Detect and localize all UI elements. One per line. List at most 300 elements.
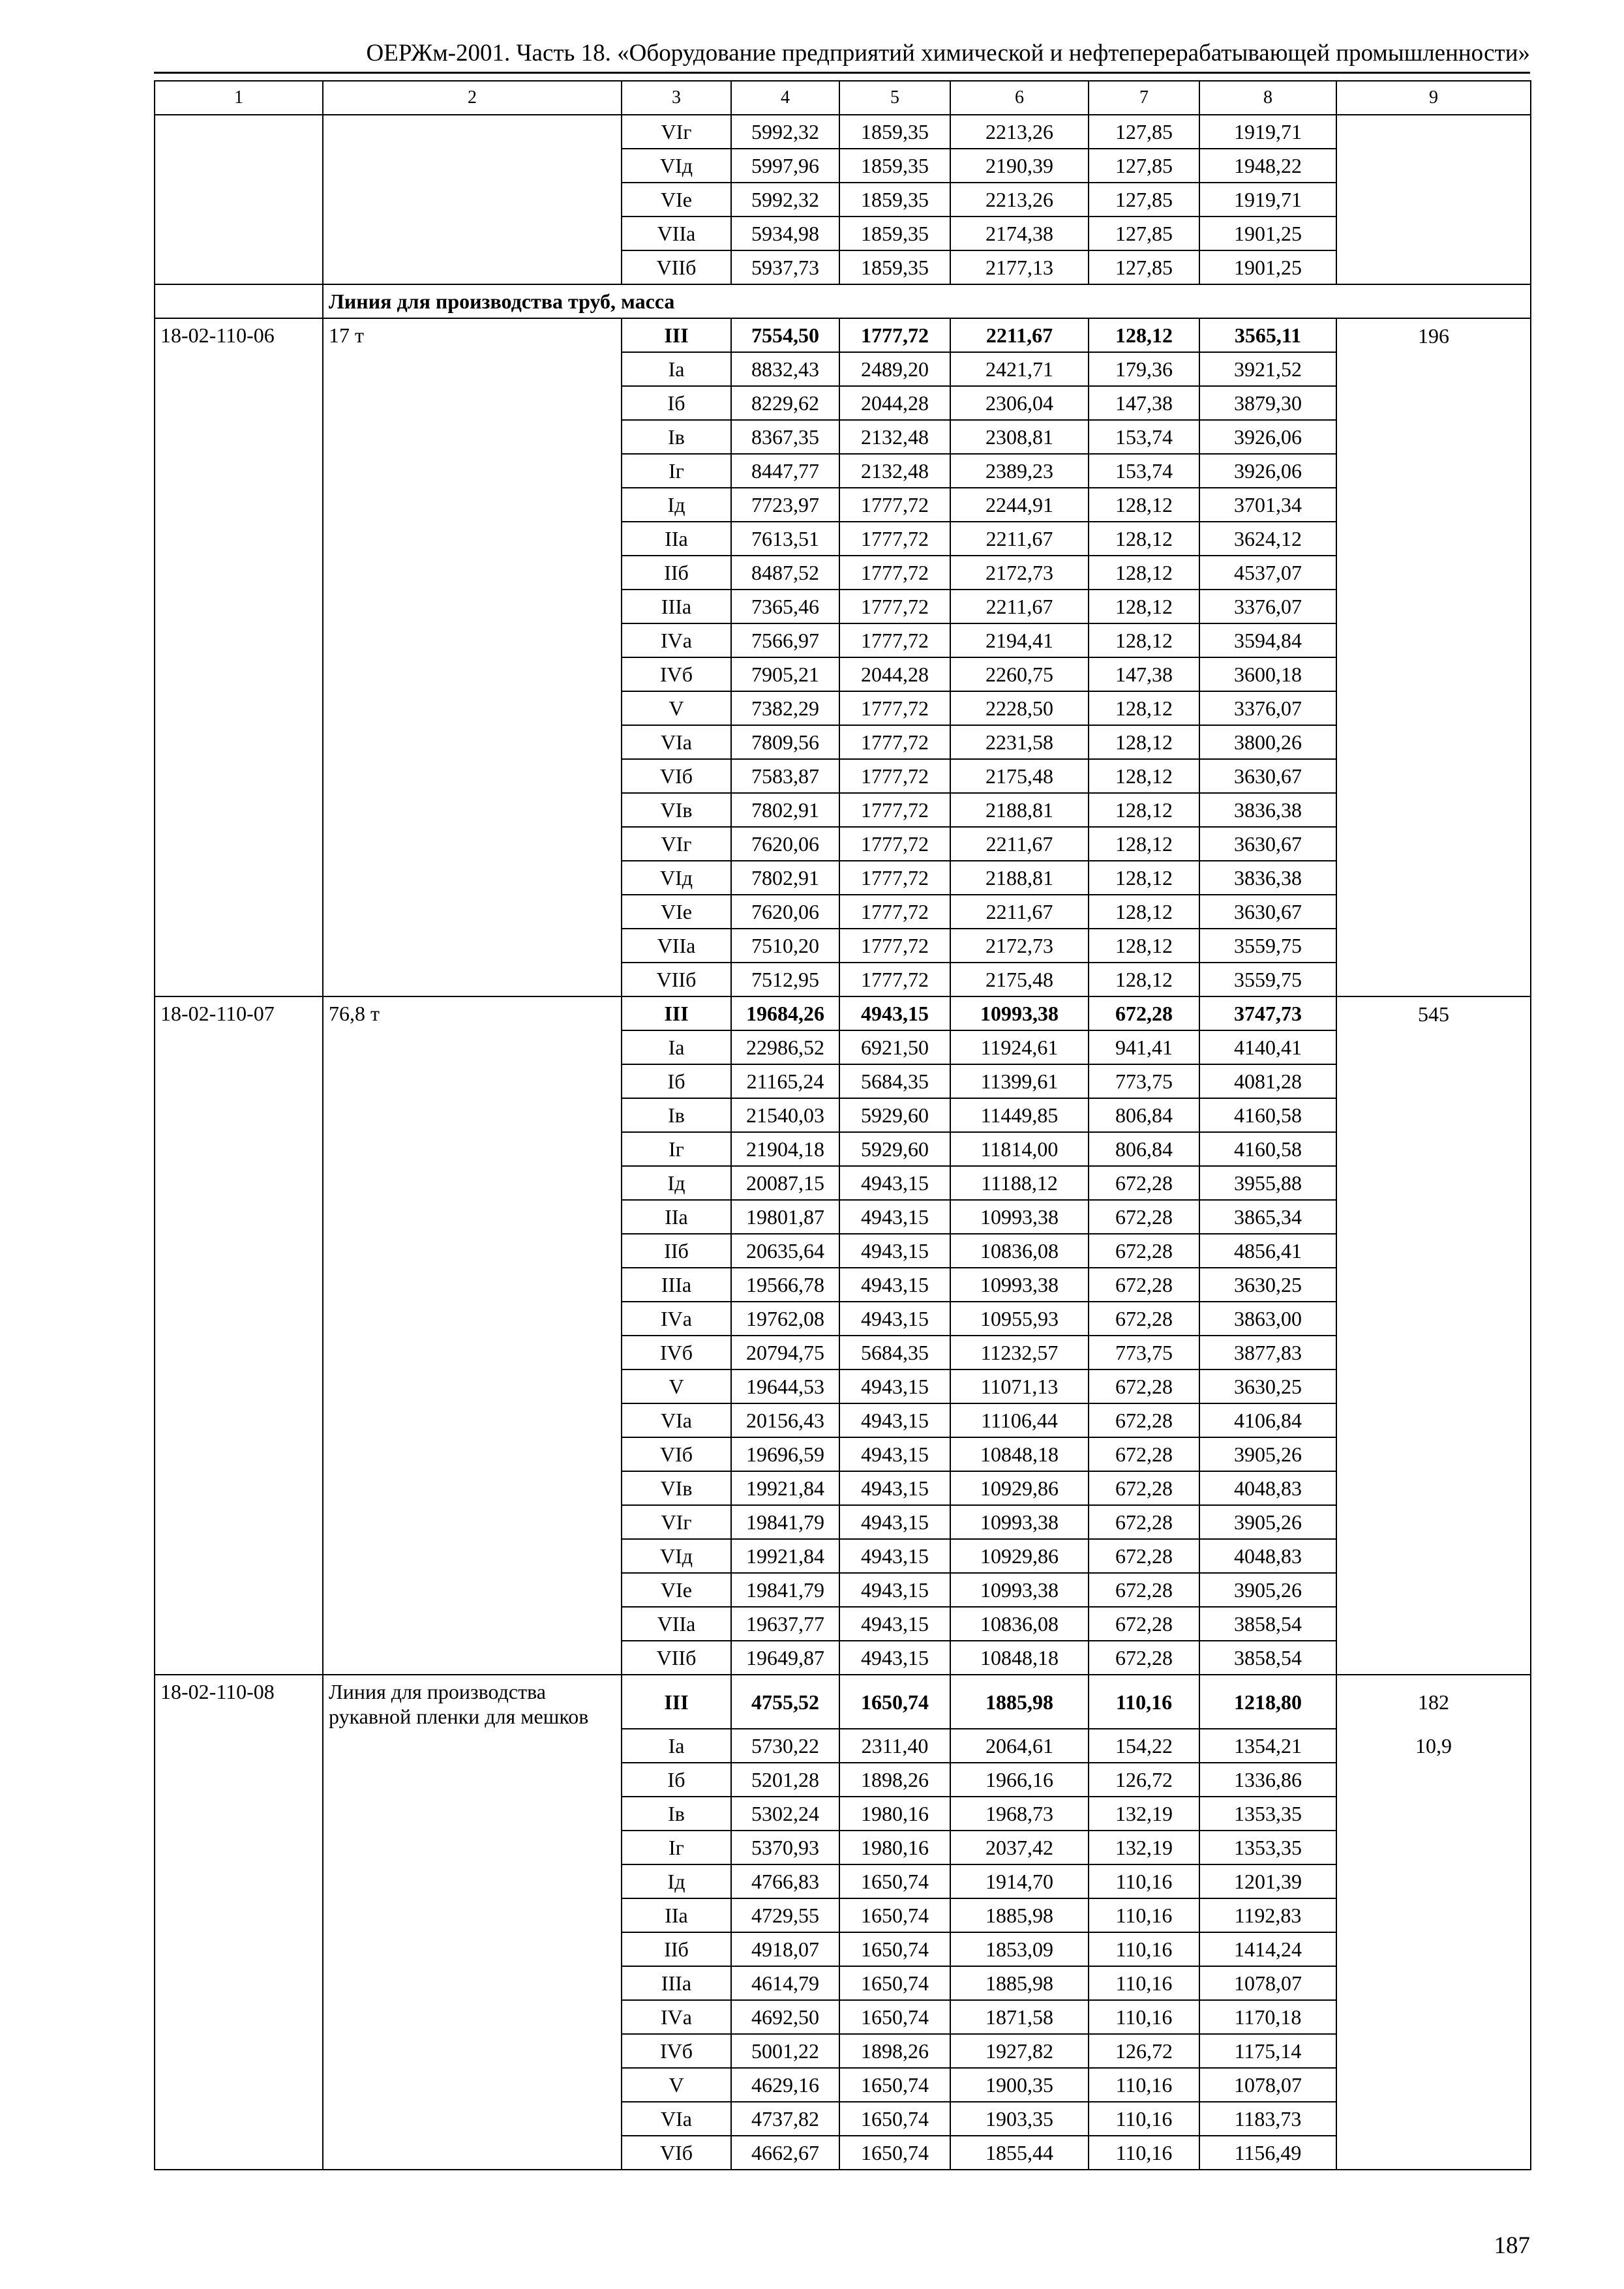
machinist-wages-cell: 941,41 <box>1089 1030 1199 1064</box>
zone-cell: III <box>622 996 731 1030</box>
machinist-wages-cell: 147,38 <box>1089 657 1199 691</box>
machine-cost-cell: 10848,18 <box>950 1437 1089 1471</box>
zone-cell: VIб <box>622 2136 731 2170</box>
zone-cell: IVб <box>622 1336 731 1369</box>
zone-cell: VIа <box>622 2102 731 2136</box>
table-row <box>155 623 1531 657</box>
total-cost-cell: 19566,78 <box>731 1268 839 1302</box>
machinist-wages-cell: 672,28 <box>1089 1437 1199 1471</box>
machinist-wages-cell: 672,28 <box>1089 996 1199 1030</box>
total-cost-cell: 4766,83 <box>731 1864 839 1898</box>
table-row <box>155 2034 1531 2068</box>
total-cost-cell: 21904,18 <box>731 1132 839 1166</box>
machine-cost-cell: 2175,48 <box>950 963 1089 996</box>
machinist-wages-cell: 672,28 <box>1089 1302 1199 1336</box>
zone-cell: VIг <box>622 1505 731 1539</box>
price-code-cell <box>155 1471 323 1505</box>
zone-cell: VIг <box>622 827 731 861</box>
total-cost-cell: 7613,51 <box>731 522 839 556</box>
machinist-wages-cell: 128,12 <box>1089 963 1199 996</box>
zone-cell: Iб <box>622 1064 731 1098</box>
zone-cell: VIе <box>622 1573 731 1607</box>
materials-cell: 3701,34 <box>1199 488 1336 522</box>
table-row <box>155 1539 1531 1573</box>
total-cost-cell: 7802,91 <box>731 861 839 895</box>
zone-cell: IVа <box>622 2000 731 2034</box>
total-cost-cell: 8447,77 <box>731 454 839 488</box>
zone-cell: V <box>622 691 731 725</box>
equipment-name-cell <box>323 1797 622 1831</box>
labor-cost-cell <box>1336 1403 1531 1437</box>
machinist-wages-cell: 110,16 <box>1089 2068 1199 2102</box>
labor-cost-cell <box>1336 1268 1531 1302</box>
price-code-cell <box>155 1573 323 1607</box>
machine-cost-cell: 2389,23 <box>950 454 1089 488</box>
wages-cell: 1898,26 <box>839 1763 950 1797</box>
price-code-cell <box>155 963 323 996</box>
materials-cell: 1175,14 <box>1199 2034 1336 2068</box>
equipment-name-cell <box>323 1403 622 1437</box>
price-code-cell <box>155 590 323 623</box>
total-cost-cell: 7620,06 <box>731 895 839 929</box>
wages-cell: 1859,35 <box>839 115 950 149</box>
zone-cell: IIа <box>622 1898 731 1932</box>
wages-cell: 5684,35 <box>839 1336 950 1369</box>
machine-cost-cell: 2213,26 <box>950 183 1089 217</box>
equipment-name-cell <box>323 1369 622 1403</box>
table-row <box>155 522 1531 556</box>
wages-cell: 2489,20 <box>839 352 950 386</box>
labor-cost-cell <box>1336 115 1531 149</box>
materials-cell: 3836,38 <box>1199 861 1336 895</box>
materials-cell: 3630,67 <box>1199 827 1336 861</box>
zone-cell: Iа <box>622 1030 731 1064</box>
equipment-name-cell <box>323 454 622 488</box>
equipment-name-cell <box>323 963 622 996</box>
wages-cell: 1777,72 <box>839 691 950 725</box>
zone-cell: Iд <box>622 488 731 522</box>
wages-cell: 1650,74 <box>839 1898 950 1932</box>
machine-cost-cell: 10993,38 <box>950 1200 1089 1234</box>
table-row <box>155 590 1531 623</box>
price-code-cell <box>155 1098 323 1132</box>
wages-cell: 4943,15 <box>839 1234 950 1268</box>
table-row <box>155 250 1531 284</box>
equipment-name-cell <box>323 1831 622 1864</box>
zone-cell: IIа <box>622 1200 731 1234</box>
labor-cost-cell <box>1336 2034 1531 2068</box>
price-code-cell <box>155 1064 323 1098</box>
equipment-name-cell <box>323 217 622 250</box>
labor-cost-cell <box>1336 1607 1531 1641</box>
total-cost-cell: 21540,03 <box>731 1098 839 1132</box>
total-cost-cell: 5302,24 <box>731 1797 839 1831</box>
price-code-cell <box>155 827 323 861</box>
table-row <box>155 1573 1531 1607</box>
labor-cost-cell <box>1336 556 1531 590</box>
materials-cell: 1353,35 <box>1199 1831 1336 1864</box>
total-cost-cell: 19921,84 <box>731 1471 839 1505</box>
wages-cell: 4943,15 <box>839 1573 950 1607</box>
total-cost-cell: 20087,15 <box>731 1166 839 1200</box>
machinist-wages-cell: 672,28 <box>1089 1505 1199 1539</box>
price-code-cell <box>155 1797 323 1831</box>
total-cost-cell: 8487,52 <box>731 556 839 590</box>
table-row <box>155 556 1531 590</box>
materials-cell: 3955,88 <box>1199 1166 1336 1200</box>
labor-cost-cell <box>1336 1234 1531 1268</box>
labor-cost-cell <box>1336 1336 1531 1369</box>
labor-cost-cell <box>1336 2136 1531 2170</box>
machinist-wages-cell: 773,75 <box>1089 1336 1199 1369</box>
wages-cell: 1777,72 <box>839 725 950 759</box>
table-row <box>155 488 1531 522</box>
labor-cost-cell <box>1336 386 1531 420</box>
machinist-wages-cell: 128,12 <box>1089 623 1199 657</box>
table-row <box>155 1966 1531 2000</box>
materials-cell: 1336,86 <box>1199 1763 1336 1797</box>
table-row <box>155 1234 1531 1268</box>
total-cost-cell: 4737,82 <box>731 2102 839 2136</box>
price-code-cell <box>155 1132 323 1166</box>
machinist-wages-cell: 672,28 <box>1089 1268 1199 1302</box>
zone-cell: Iа <box>622 352 731 386</box>
zone-cell: Iг <box>622 1831 731 1864</box>
equipment-name-cell <box>323 1132 622 1166</box>
materials-cell: 1919,71 <box>1199 115 1336 149</box>
materials-cell: 1218,80 <box>1199 1675 1336 1729</box>
wages-cell: 1650,74 <box>839 2102 950 2136</box>
machine-cost-cell: 2194,41 <box>950 623 1089 657</box>
price-code-cell <box>155 522 323 556</box>
wages-cell: 1777,72 <box>839 895 950 929</box>
machine-cost-cell: 11814,00 <box>950 1132 1089 1166</box>
machinist-wages-cell: 672,28 <box>1089 1641 1199 1675</box>
materials-cell: 4160,58 <box>1199 1132 1336 1166</box>
equipment-name-cell <box>323 1966 622 2000</box>
total-cost-cell: 4614,79 <box>731 1966 839 2000</box>
wages-cell: 1777,72 <box>839 318 950 352</box>
labor-cost-cell <box>1336 1098 1531 1132</box>
machinist-wages-cell: 128,12 <box>1089 861 1199 895</box>
machinist-wages-cell: 672,28 <box>1089 1200 1199 1234</box>
wages-cell: 2044,28 <box>839 657 950 691</box>
total-cost-cell: 7365,46 <box>731 590 839 623</box>
price-code-cell <box>155 250 323 284</box>
labor-cost-cell: 10,9 <box>1336 1729 1531 1763</box>
table-row <box>155 1797 1531 1831</box>
machine-cost-cell: 11071,13 <box>950 1369 1089 1403</box>
machine-cost-cell: 1903,35 <box>950 2102 1089 2136</box>
price-code-cell <box>155 895 323 929</box>
total-cost-cell: 4662,67 <box>731 2136 839 2170</box>
equipment-name-cell <box>323 861 622 895</box>
table-row <box>155 1200 1531 1234</box>
materials-cell: 4160,58 <box>1199 1098 1336 1132</box>
total-cost-cell: 7382,29 <box>731 691 839 725</box>
wages-cell: 5929,60 <box>839 1098 950 1132</box>
equipment-name-cell <box>323 1234 622 1268</box>
machinist-wages-cell: 110,16 <box>1089 1932 1199 1966</box>
total-cost-cell: 19841,79 <box>731 1505 839 1539</box>
equipment-name-cell <box>323 1641 622 1675</box>
zone-cell: Iб <box>622 386 731 420</box>
labor-cost-cell <box>1336 827 1531 861</box>
materials-cell: 3376,07 <box>1199 590 1336 623</box>
table-row <box>155 1675 1531 1729</box>
materials-cell: 3559,75 <box>1199 929 1336 963</box>
labor-cost-cell <box>1336 1898 1531 1932</box>
wages-cell: 1650,74 <box>839 2136 950 2170</box>
zone-cell: Iв <box>622 1098 731 1132</box>
total-cost-cell: 21165,24 <box>731 1064 839 1098</box>
labor-cost-cell <box>1336 793 1531 827</box>
zone-cell: VIа <box>622 1403 731 1437</box>
price-code-cell <box>155 1607 323 1641</box>
wages-cell: 2311,40 <box>839 1729 950 1763</box>
price-code-cell <box>155 691 323 725</box>
table-row <box>155 115 1531 149</box>
wages-cell: 1980,16 <box>839 1831 950 1864</box>
zone-cell: VIIб <box>622 1641 731 1675</box>
labor-cost-cell <box>1336 590 1531 623</box>
machine-cost-cell: 10993,38 <box>950 1268 1089 1302</box>
price-code-cell <box>155 1831 323 1864</box>
price-code-cell <box>155 1898 323 1932</box>
equipment-name-cell <box>323 1729 622 1763</box>
table-row <box>155 1064 1531 1098</box>
equipment-name-cell <box>323 2068 622 2102</box>
price-code-cell <box>155 1030 323 1064</box>
table-row <box>155 1403 1531 1437</box>
materials-cell: 3559,75 <box>1199 963 1336 996</box>
total-cost-cell: 7583,87 <box>731 759 839 793</box>
wages-cell: 4943,15 <box>839 1200 950 1234</box>
price-code-cell <box>155 183 323 217</box>
labor-cost-cell <box>1336 2068 1531 2102</box>
materials-cell: 1354,21 <box>1199 1729 1336 1763</box>
machinist-wages-cell: 127,85 <box>1089 149 1199 183</box>
table-row <box>155 1831 1531 1864</box>
zone-cell: VIб <box>622 759 731 793</box>
materials-cell: 1078,07 <box>1199 1966 1336 2000</box>
materials-cell: 3594,84 <box>1199 623 1336 657</box>
labor-cost-cell <box>1336 1641 1531 1675</box>
price-code-cell <box>155 725 323 759</box>
machine-cost-cell: 1853,09 <box>950 1932 1089 1966</box>
materials-cell: 3905,26 <box>1199 1505 1336 1539</box>
column-number: 4 <box>731 81 839 115</box>
machinist-wages-cell: 128,12 <box>1089 691 1199 725</box>
total-cost-cell: 5370,93 <box>731 1831 839 1864</box>
wages-cell: 4943,15 <box>839 1437 950 1471</box>
column-number: 2 <box>323 81 622 115</box>
wages-cell: 1980,16 <box>839 1797 950 1831</box>
labor-cost-cell <box>1336 183 1531 217</box>
materials-cell: 1192,83 <box>1199 1898 1336 1932</box>
equipment-name-cell <box>323 623 622 657</box>
zone-cell: VIе <box>622 183 731 217</box>
table-row <box>155 2068 1531 2102</box>
column-number: 6 <box>950 81 1089 115</box>
labor-cost-cell <box>1336 1437 1531 1471</box>
machinist-wages-cell: 128,12 <box>1089 929 1199 963</box>
materials-cell: 3877,83 <box>1199 1336 1336 1369</box>
price-code-cell <box>155 2068 323 2102</box>
table-row <box>155 691 1531 725</box>
equipment-name-cell <box>323 827 622 861</box>
wages-cell: 6921,50 <box>839 1030 950 1064</box>
price-code-cell <box>155 1932 323 1966</box>
price-code-cell <box>155 623 323 657</box>
machine-cost-cell: 2308,81 <box>950 420 1089 454</box>
equipment-name-cell <box>323 2102 622 2136</box>
price-code-cell <box>155 149 323 183</box>
total-cost-cell: 4755,52 <box>731 1675 839 1729</box>
title-rule <box>154 72 1530 74</box>
machine-cost-cell: 1871,58 <box>950 2000 1089 2034</box>
equipment-name-cell <box>323 1302 622 1336</box>
total-cost-cell: 7620,06 <box>731 827 839 861</box>
table-row <box>155 1166 1531 1200</box>
machine-cost-cell: 11232,57 <box>950 1336 1089 1369</box>
labor-cost-cell: 182 <box>1336 1675 1531 1729</box>
materials-cell: 4140,41 <box>1199 1030 1336 1064</box>
wages-cell: 4943,15 <box>839 996 950 1030</box>
materials-cell: 3630,67 <box>1199 759 1336 793</box>
total-cost-cell: 7510,20 <box>731 929 839 963</box>
equipment-name-cell <box>323 1573 622 1607</box>
zone-cell: Iг <box>622 454 731 488</box>
machinist-wages-cell: 153,74 <box>1089 420 1199 454</box>
table-row <box>155 318 1531 352</box>
machine-cost-cell: 1968,73 <box>950 1797 1089 1831</box>
table-row <box>155 895 1531 929</box>
zone-cell: IVб <box>622 657 731 691</box>
table-row <box>155 420 1531 454</box>
labor-cost-cell <box>1336 217 1531 250</box>
total-cost-cell: 4692,50 <box>731 2000 839 2034</box>
wages-cell: 2132,48 <box>839 454 950 488</box>
wages-cell: 5684,35 <box>839 1064 950 1098</box>
machine-cost-cell: 11449,85 <box>950 1098 1089 1132</box>
total-cost-cell: 5992,32 <box>731 115 839 149</box>
wages-cell: 4943,15 <box>839 1641 950 1675</box>
equipment-name-cell <box>323 657 622 691</box>
zone-cell: IIб <box>622 556 731 590</box>
machinist-wages-cell: 110,16 <box>1089 2102 1199 2136</box>
wages-cell: 1777,72 <box>839 861 950 895</box>
materials-cell: 3800,26 <box>1199 725 1336 759</box>
machine-cost-cell: 2175,48 <box>950 759 1089 793</box>
equipment-name-cell <box>323 1471 622 1505</box>
total-cost-cell: 5201,28 <box>731 1763 839 1797</box>
table-row <box>155 217 1531 250</box>
price-code-cell <box>155 1641 323 1675</box>
materials-cell: 4856,41 <box>1199 1234 1336 1268</box>
total-cost-cell: 7512,95 <box>731 963 839 996</box>
materials-cell: 3376,07 <box>1199 691 1336 725</box>
table-row <box>155 1505 1531 1539</box>
column-number: 8 <box>1199 81 1336 115</box>
materials-cell: 3905,26 <box>1199 1437 1336 1471</box>
equipment-name-cell <box>323 1030 622 1064</box>
machinist-wages-cell: 128,12 <box>1089 522 1199 556</box>
price-code-cell <box>155 352 323 386</box>
machine-cost-cell: 2306,04 <box>950 386 1089 420</box>
materials-cell: 3858,54 <box>1199 1641 1336 1675</box>
wages-cell: 5929,60 <box>839 1132 950 1166</box>
machine-cost-cell: 2177,13 <box>950 250 1089 284</box>
materials-cell: 4537,07 <box>1199 556 1336 590</box>
total-cost-cell: 8832,43 <box>731 352 839 386</box>
machine-cost-cell: 11399,61 <box>950 1064 1089 1098</box>
labor-cost-cell <box>1336 1573 1531 1607</box>
zone-cell: III <box>622 1675 731 1729</box>
table-row <box>155 1607 1531 1641</box>
wages-cell: 1650,74 <box>839 1966 950 2000</box>
materials-cell: 3858,54 <box>1199 1607 1336 1641</box>
machine-cost-cell: 1900,35 <box>950 2068 1089 2102</box>
equipment-name-cell <box>323 2034 622 2068</box>
table-row <box>155 183 1531 217</box>
machinist-wages-cell: 127,85 <box>1089 250 1199 284</box>
equipment-name-cell <box>323 352 622 386</box>
labor-cost-cell <box>1336 963 1531 996</box>
zone-cell: Iд <box>622 1166 731 1200</box>
table-row <box>155 1898 1531 1932</box>
price-code-cell <box>155 1234 323 1268</box>
price-code-cell <box>155 929 323 963</box>
machinist-wages-cell: 672,28 <box>1089 1607 1199 1641</box>
machinist-wages-cell: 806,84 <box>1089 1098 1199 1132</box>
labor-cost-cell <box>1336 149 1531 183</box>
labor-cost-cell <box>1336 1539 1531 1573</box>
price-code-cell <box>155 1966 323 2000</box>
equipment-name-cell <box>323 420 622 454</box>
table-row <box>155 793 1531 827</box>
total-cost-cell: 4629,16 <box>731 2068 839 2102</box>
price-code-cell <box>155 217 323 250</box>
machine-cost-cell: 10836,08 <box>950 1234 1089 1268</box>
table-row <box>155 2000 1531 2034</box>
total-cost-cell: 5937,73 <box>731 250 839 284</box>
zone-cell: VIIб <box>622 250 731 284</box>
machinist-wages-cell: 132,19 <box>1089 1797 1199 1831</box>
price-code-cell <box>155 1166 323 1200</box>
page-number: 187 <box>1494 2232 1530 2259</box>
table-row <box>155 2102 1531 2136</box>
materials-cell: 3630,25 <box>1199 1268 1336 1302</box>
total-cost-cell: 22986,52 <box>731 1030 839 1064</box>
price-code-cell <box>155 386 323 420</box>
equipment-name-cell <box>323 590 622 623</box>
machine-cost-cell: 1914,70 <box>950 1864 1089 1898</box>
total-cost-cell: 7809,56 <box>731 725 839 759</box>
machine-cost-cell: 2190,39 <box>950 149 1089 183</box>
equipment-name-cell: Линия для производства рукавной пленки для мешков <box>323 1675 622 1729</box>
price-code-cell <box>155 2034 323 2068</box>
zone-cell: VIIа <box>622 1607 731 1641</box>
zone-cell: IIа <box>622 522 731 556</box>
machinist-wages-cell: 128,12 <box>1089 895 1199 929</box>
total-cost-cell: 19649,87 <box>731 1641 839 1675</box>
equipment-name-cell: 17 т <box>323 318 622 352</box>
machine-cost-cell: 11924,61 <box>950 1030 1089 1064</box>
table-row <box>155 2136 1531 2170</box>
wages-cell: 4943,15 <box>839 1471 950 1505</box>
table-row <box>155 759 1531 793</box>
